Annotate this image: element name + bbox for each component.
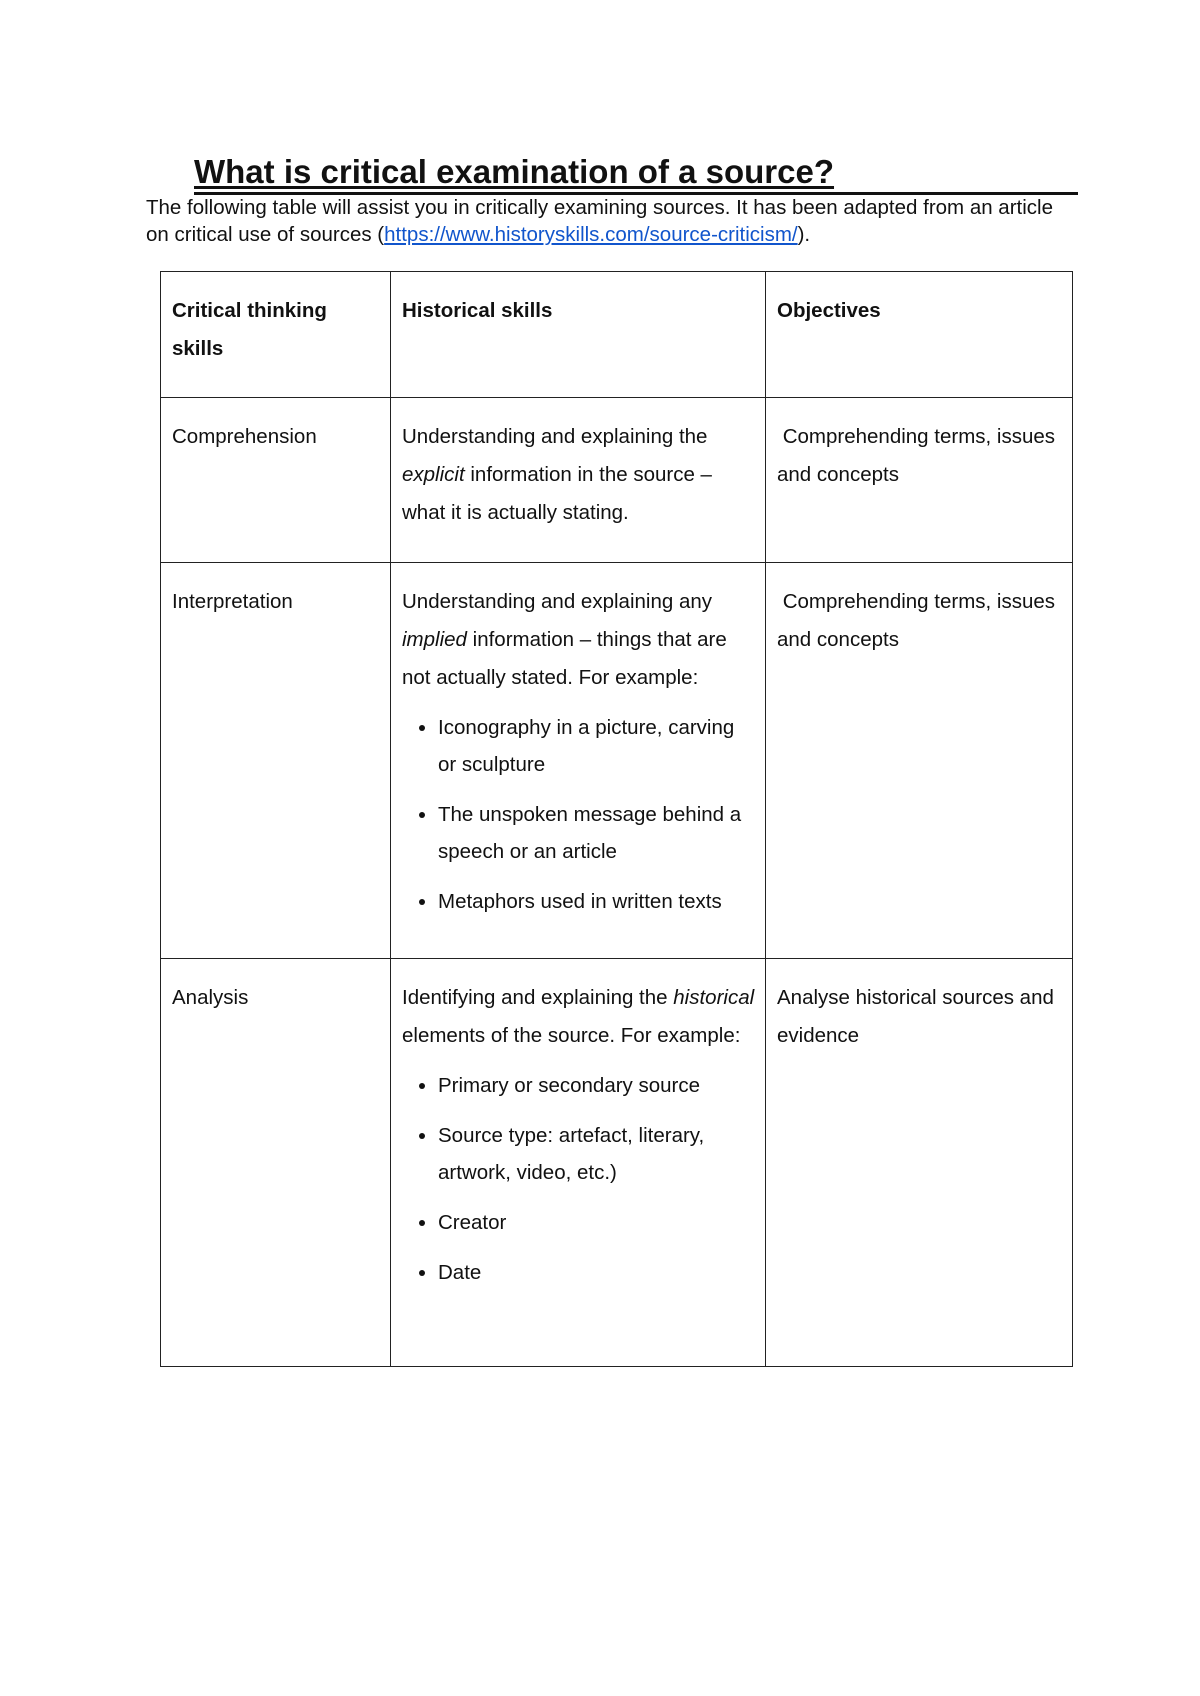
list-item: • Date (438, 1254, 755, 1291)
intro-text-end: ). (797, 223, 811, 246)
list-item: • Source type: artefact, literary, artwork, video, etc.) (438, 1117, 755, 1191)
list-item: • The unspoken message behind a speech or an article (438, 796, 755, 870)
example-list (402, 709, 755, 920)
table-row (161, 398, 1073, 563)
source-criticism-link[interactable]: https://www.historyskills.com/source-criticism/ (384, 223, 798, 246)
skill-cell: Analysis (161, 959, 391, 1367)
header-historical-skills: Historical skills (391, 272, 766, 398)
table-row (161, 563, 1073, 959)
objective-cell: Analyse historical sources and evidence (766, 959, 1073, 1367)
skill-cell: Interpretation (161, 563, 391, 959)
historical-skill-cell: Identifying and explaining the historical elements of the source. For example: • Primary or secondary source • Source type: artefact, literary, artwork, video, etc.) • Creator • Date (391, 959, 766, 1367)
list-item: • Iconography in a picture, carving or sculpture (438, 709, 755, 783)
historical-skill-cell: Understanding and explaining any implied information – things that are not actually stated. For example: • Iconography in a picture, carving or sculpture • The unspoken message behind a speech or an article • Metaphors used in written texts (391, 563, 766, 959)
page-title: What is critical examination of a source? (194, 152, 1078, 195)
skill-cell: Comprehension (161, 398, 391, 563)
list-item: • Creator (438, 1204, 755, 1241)
objective-cell: Comprehending terms, issues and concepts (766, 563, 1073, 959)
objective-cell: Comprehending terms, issues and concepts (766, 398, 1073, 563)
intro-paragraph (146, 194, 1076, 248)
source-examination-table (160, 271, 1073, 1367)
historical-skill-cell: Understanding and explaining the explicit information in the source – what it is actually stating. (391, 398, 766, 563)
table-row (161, 959, 1073, 1367)
intro-text: The following table will assist you in critically examining sources. It has been adapted from an article on critical use of sources ( (146, 196, 1053, 246)
table-header-row (161, 272, 1073, 398)
list-item: • Metaphors used in written texts (438, 883, 755, 920)
list-item: • Primary or secondary source (438, 1067, 755, 1104)
header-critical-thinking-skills: Critical thinking skills (161, 272, 391, 398)
example-list (402, 1067, 755, 1291)
header-objectives: Objectives (766, 272, 1073, 398)
